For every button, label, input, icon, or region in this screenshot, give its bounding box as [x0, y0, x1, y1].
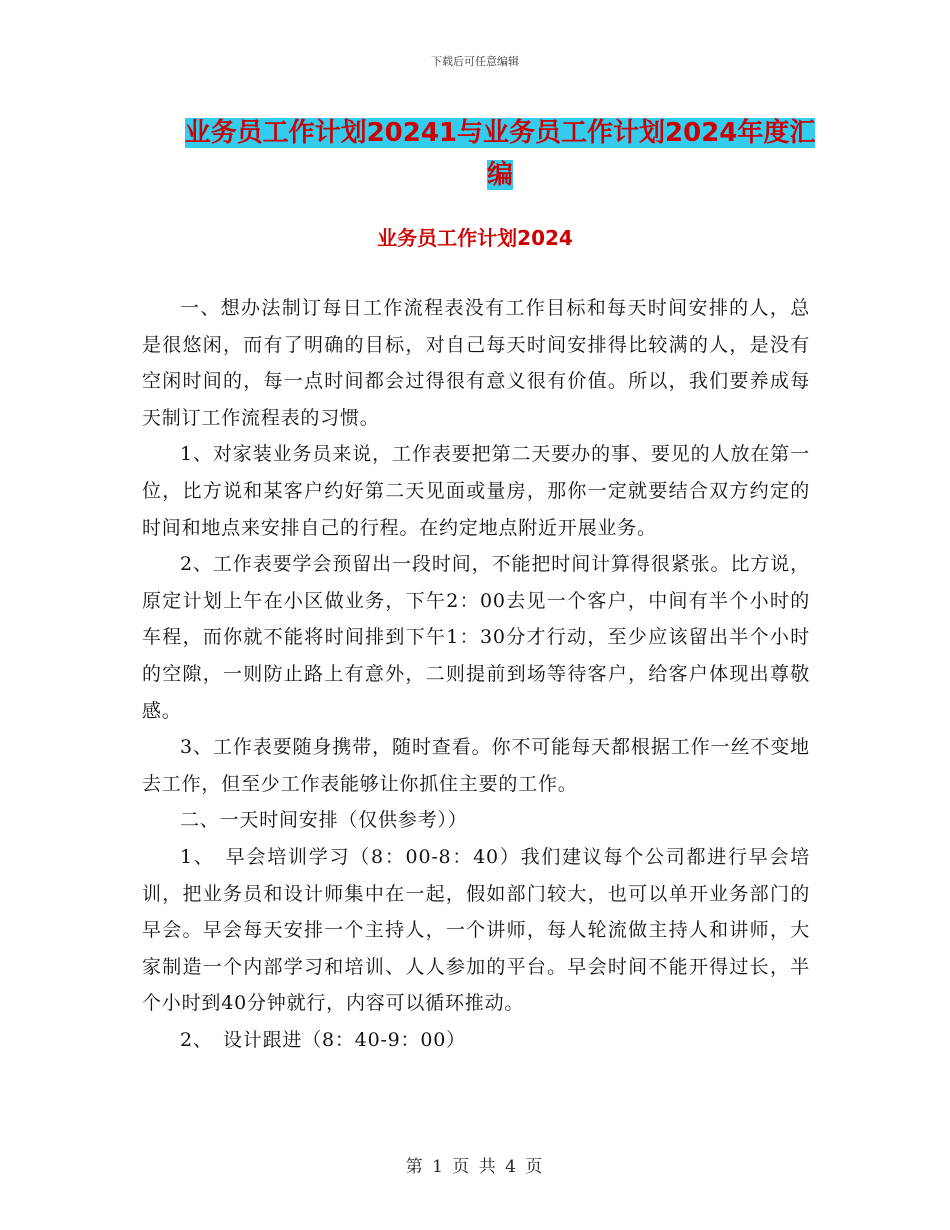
- paragraph: 二、一天时间安排（仅供参考））: [180, 809, 468, 832]
- document-body: [142, 290, 810, 1058]
- paragraph: 2、工作表要学会预留出一段时间，不能把时间计算得很紧张。比方说，原定计划上午在小区做业务，下午2：00去见一个客户，中间有半个小时的车程，而你就不能将时间排到下午1：30分才行动，至少应该留出半个小时的空隙，一则防止路上有意外，二则提前到场等待客户，给客户体现出尊敬感。: [142, 553, 810, 722]
- paragraph: 1、对家装业务员来说，工作表要把第二天要办的事、要见的人放在第一位，比方说和某客户约好第二天见面或量房，那你一定就要结合双方约定的时间和地点来安排自己的行程。在约定地点附近开展业务。: [142, 443, 810, 539]
- section-title: 业务员工作计划2024: [377, 226, 573, 250]
- title-line-2: 编: [486, 160, 513, 190]
- title-line-1: 业务员工作计划20241与业务员工作计划2024年度汇: [184, 118, 816, 148]
- paragraph: 1、 早会培训学习（8：00-8：40）我们建议每个公司都进行早会培训，把业务员和设计师集中在一起，假如部门较大，也可以单开业务部门的早会。早会每天安排一个主持人，一个讲师，每人轮流做主持人和讲师，大家制造一个内部学习和培训、人人参加的平台。早会时间不能开得过长，半个小时到40分钟就行，内容可以循环推动。: [142, 845, 810, 1015]
- paragraph: 一、想办法制订每日工作流程表没有工作目标和每天时间安排的人，总是很悠闲，而有了明确的目标，对自己每天时间安排得比较满的人，是没有空闲时间的，每一点时间都会过得很有意义很有价值。所以，我们要养成每天制订工作流程表的习惯。: [142, 297, 810, 429]
- paragraph: 2、 设计跟进（8：40-9：00）: [180, 1028, 466, 1051]
- header-note: 下载后可任意编辑: [431, 55, 519, 68]
- paragraph: 3、工作表要随身携带，随时查看。你不可能每天都根据工作一丝不变地去工作，但至少工作表能够让你抓住主要的工作。: [142, 736, 810, 795]
- page-number: 第 1 页 共 4 页: [405, 1157, 545, 1177]
- document-title: [140, 112, 860, 196]
